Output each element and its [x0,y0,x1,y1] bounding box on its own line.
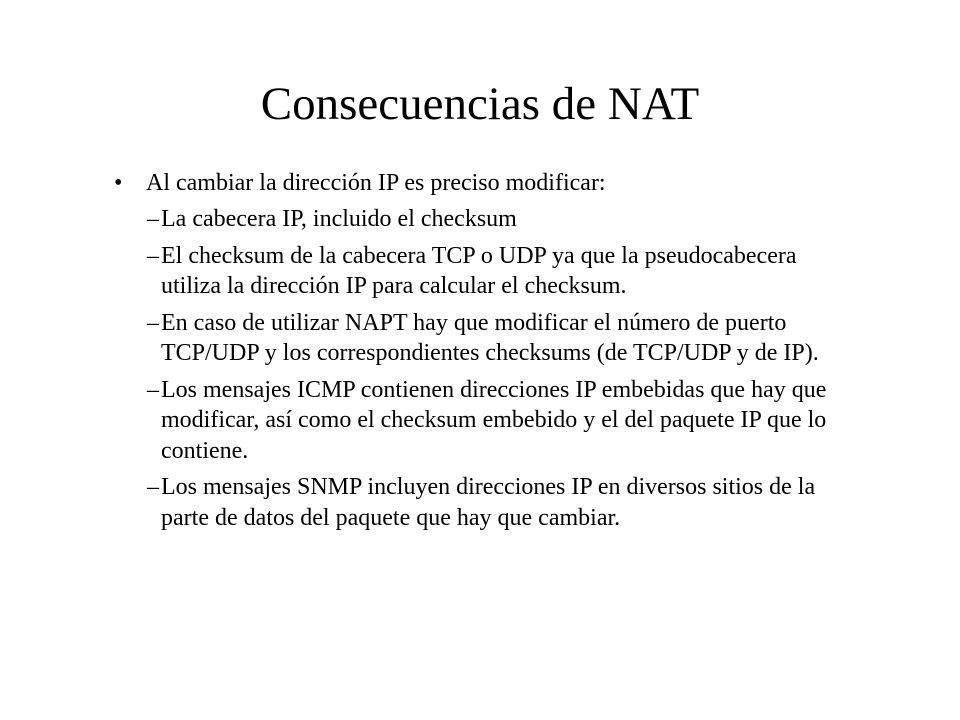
sub-bullet-text: La cabecera IP, incluido el checksum [161,206,517,232]
sub-bullet-item [147,204,894,235]
sub-bullet-text: Los mensajes ICMP contienen direcciones IP embebidas que hay que modificar, así como el checksum embebido y el del paquete IP que lo contiene. [161,376,827,464]
sub-bullet-item [147,375,894,467]
bullet-marker: • [114,170,123,196]
sub-bullet-text: El checksum de la cabecera TCP o UDP ya que la pseudocabecera utiliza la dirección IP para calcular el checksum. [161,242,797,299]
dash-marker: – [147,206,159,232]
sub-bullet-item [147,241,894,302]
bullet-text: Al cambiar la dirección IP es preciso modificar: [146,170,606,196]
sub-bullet-list [114,204,894,533]
dash-marker: – [147,309,159,336]
slide-content [114,166,894,539]
dash-marker: – [147,474,159,500]
sub-bullet-text: Los mensajes SNMP incluyen direcciones IP en diversos sitios de la parte de datos del paquete que hay que cambiar. [161,474,816,531]
sub-bullet-item [147,308,894,369]
sub-bullet-text: En caso de utilizar NAPT hay que modificar el número de puerto TCP/UDP y los correspondientes checksums (de TCP/UDP y de IP). [161,309,819,366]
sub-bullet-item [147,472,894,533]
bullet-item [114,166,894,200]
slide-title: Consecuencias de NAT [260,78,700,130]
dash-marker: – [147,242,159,269]
dash-marker: – [147,376,159,403]
